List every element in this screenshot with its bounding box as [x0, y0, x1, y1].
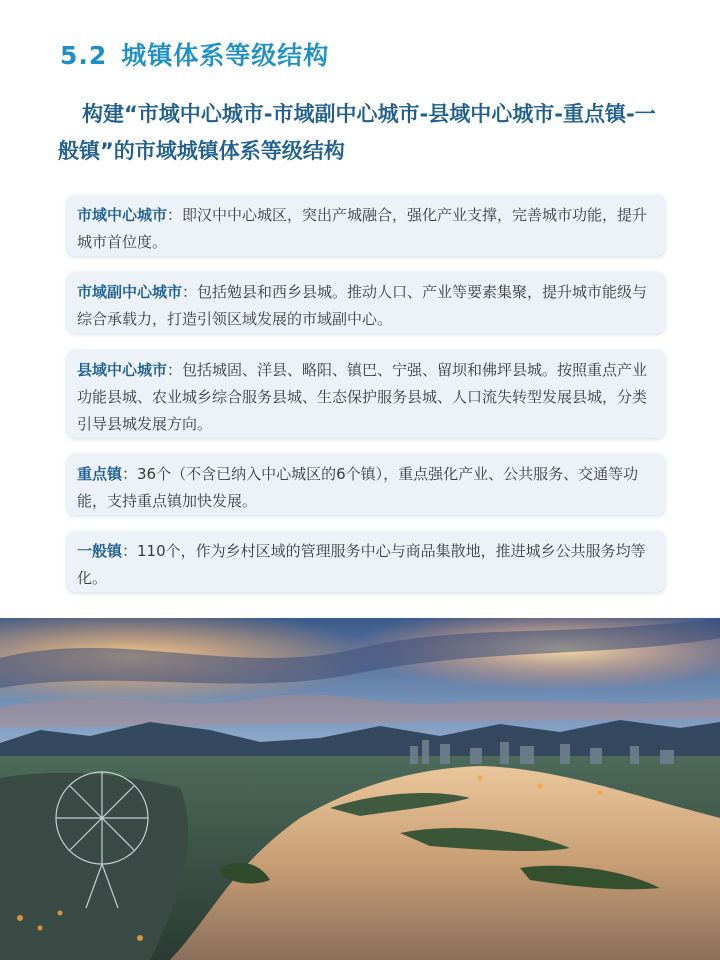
- card-text: ：36个（不含已纳入中心城区的6个镇），重点强化产业、公共服务、交通等功能，支持重点镇加快发展。: [77, 465, 639, 510]
- info-card-key-town: [67, 454, 665, 515]
- card-text: ：包括勉县和西乡县城。推动人口、产业等要素集聚，提升城市能级与综合承载力，打造引领区域发展的市域副中心。: [77, 283, 648, 328]
- card-term: 重点镇: [77, 465, 123, 483]
- card-text: ：即汉中中心城区，突出产城融合，强化产业支撑，完善城市功能，提升城市首位度。: [77, 206, 648, 251]
- info-card-county-center: [67, 350, 665, 438]
- card-text: ：110个，作为乡村区域的管理服务中心与商品集散地，推进城乡公共服务均等化。: [77, 542, 646, 587]
- card-term: 一般镇: [77, 542, 123, 560]
- info-card-general-town: [67, 531, 665, 592]
- section-title: 城镇体系等级结构: [121, 41, 330, 70]
- section-heading: [60, 36, 329, 72]
- card-term: 县域中心城市: [77, 361, 168, 379]
- section-subtitle: 构建“市域中心城市-市域副中心城市-县域中心城市-重点镇-一般镇”的市域城镇体系等级结构: [58, 102, 656, 163]
- info-card-city-center: [67, 195, 665, 256]
- city-river-sunset-photo: [0, 618, 720, 960]
- card-term: 市域副中心城市: [77, 283, 183, 301]
- card-text: ：包括城固、洋县、略阳、镇巴、宁强、留坝和佛坪县城。按照重点产业功能县城、农业城乡综合服务县城、生态保护服务县城、人口流失转型发展县城，分类引导县城发展方向。: [77, 361, 648, 433]
- card-term: 市域中心城市: [77, 206, 168, 224]
- section-number: 5.2: [60, 41, 108, 70]
- info-card-sub-center: [67, 272, 665, 333]
